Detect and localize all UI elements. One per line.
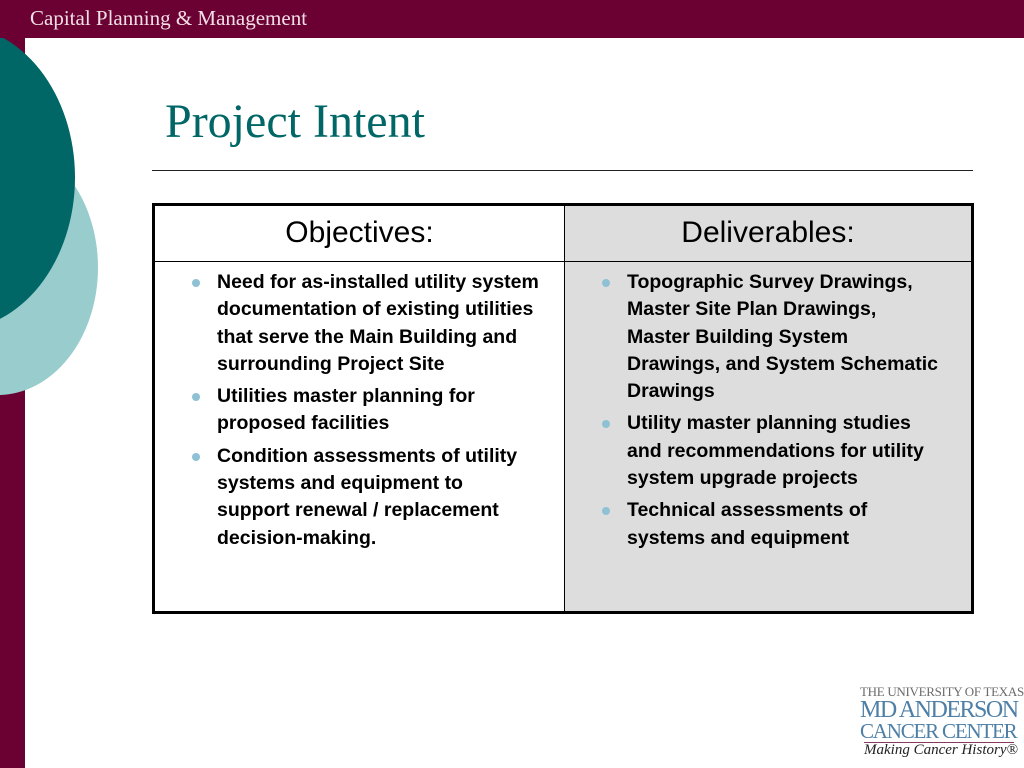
bullet-icon — [192, 393, 200, 401]
header-bar — [0, 0, 1024, 38]
header-title: Capital Planning & Management — [30, 6, 308, 30]
objective-text: Condition assessments of utility systems and equipment to support renewal / replacement decision-making. — [217, 444, 518, 549]
bullet-icon — [602, 420, 610, 428]
logo-name-text: MD ANDERSON — [860, 697, 1018, 723]
deliverable-text: Topographic Survey Drawings, Master Site Plan Drawings, Master Building System Drawings, and System Schematic Drawings — [627, 271, 939, 403]
page-title: Project Intent — [165, 95, 425, 148]
deliverable-text: Technical assessments of systems and equipment — [627, 499, 868, 549]
objective-text: Need for as-installed utility system documentation of existing utilities that serve the Main Building and surrounding Project Site — [217, 271, 539, 375]
intent-table — [152, 203, 974, 614]
list-item — [189, 269, 539, 378]
bullet-icon — [192, 279, 200, 287]
objectives-list — [189, 269, 539, 557]
title-divider — [152, 170, 973, 171]
list-item — [599, 269, 944, 405]
deliverables-heading: Deliverables: — [681, 216, 855, 249]
bullet-icon — [192, 453, 200, 461]
list-item — [599, 410, 944, 492]
md-anderson-logo — [860, 684, 1024, 762]
list-item — [189, 383, 539, 438]
list-item — [189, 443, 539, 552]
objectives-header-cell — [155, 206, 565, 262]
logo-tagline: Making Cancer History® — [864, 742, 1018, 758]
deliverables-list — [599, 269, 944, 557]
deliverables-header-cell — [565, 206, 971, 262]
bullet-icon — [602, 507, 610, 515]
objectives-body-cell — [155, 262, 565, 611]
deliverable-text: Utility master planning studies and recommendations for utility system upgrade projects — [627, 412, 924, 490]
deliverables-body-cell — [565, 262, 971, 611]
bullet-icon — [602, 279, 610, 287]
objective-text: Utilities master planning for proposed facilities — [217, 385, 475, 435]
objectives-heading: Objectives: — [285, 216, 434, 249]
logo-center-text: CANCER CENTER — [860, 719, 1017, 743]
list-item — [599, 497, 944, 552]
logo-university-text: THE UNIVERSITY OF TEXAS — [860, 684, 1024, 699]
